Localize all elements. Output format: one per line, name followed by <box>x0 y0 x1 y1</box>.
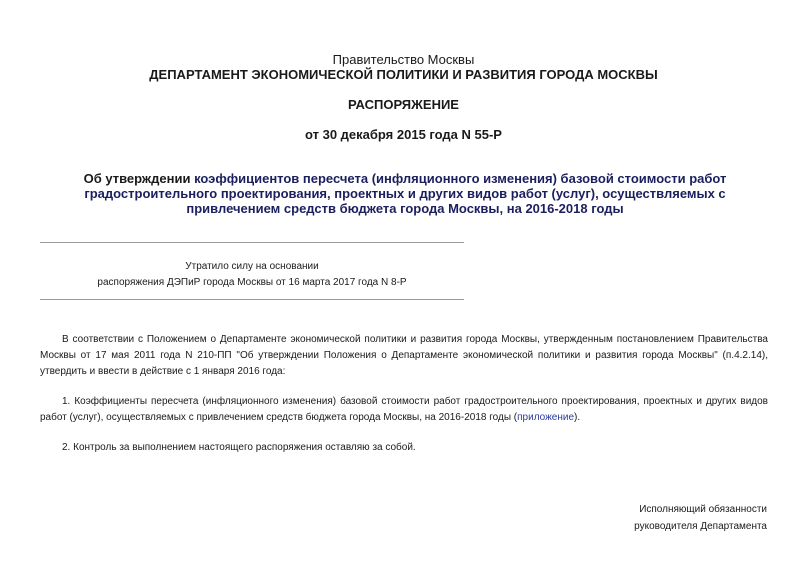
document-date: от 30 декабря 2015 года N 55-Р <box>305 127 502 142</box>
appendix-link[interactable]: приложение <box>517 412 575 423</box>
status-line-1: Утратило силу на основании <box>185 261 319 272</box>
divider-top <box>40 242 464 243</box>
paragraph-item-1 <box>40 394 768 426</box>
divider-bottom <box>40 299 464 300</box>
document-title <box>60 171 750 216</box>
paragraph-preamble: В соответствии с Положением о Департаменте экономической политики и развития города Москвы, утвержденным постановлением Правительства Москвы от 17 мая 2011 года N 210-ПП "Об утверждении Положения о Департаменте экономической политики и развития города Москвы" (п.4.2.14), утвердить и ввести в действие с 1 января 2016 года: <box>40 334 768 377</box>
title-prefix: Об утверждении <box>83 171 195 186</box>
signature-line-1: Исполняющий обязанности <box>639 504 767 515</box>
title-link[interactable]: коэффициентов пересчета (инфляционного изменения) базовой стоимости работ градостроительного проектирования, проектных и других видов работ (услуг), осуществляемых с привлечением средств бюджета города Москвы, на 2016-2018 годы <box>84 171 727 216</box>
paragraph-item-2: 2. Контроль за выполнением настоящего распоряжения оставляю за собой. <box>62 442 416 453</box>
item-1-text: 1. Коэффициенты пересчета (инфляционного изменения) базовой стоимости работ градостроительного проектирования, проектных и других видов работ (услуг), осуществляемых с привлечением средств бюджета города Москвы, на 2016-2018 годы ( <box>40 396 768 423</box>
department-name: ДЕПАРТАМЕНТ ЭКОНОМИЧЕСКОЙ ПОЛИТИКИ И РАЗВИТИЯ ГОРОДА МОСКВЫ <box>149 67 658 82</box>
document-type: РАСПОРЯЖЕНИЕ <box>348 97 459 112</box>
government-name: Правительство Москвы <box>332 52 475 67</box>
status-line-2: распоряжения ДЭПиР города Москвы от 16 марта 2017 года N 8-Р <box>97 277 407 288</box>
signature-line-2: руководителя Департамента <box>634 521 767 532</box>
item-1-end: ). <box>574 412 581 423</box>
